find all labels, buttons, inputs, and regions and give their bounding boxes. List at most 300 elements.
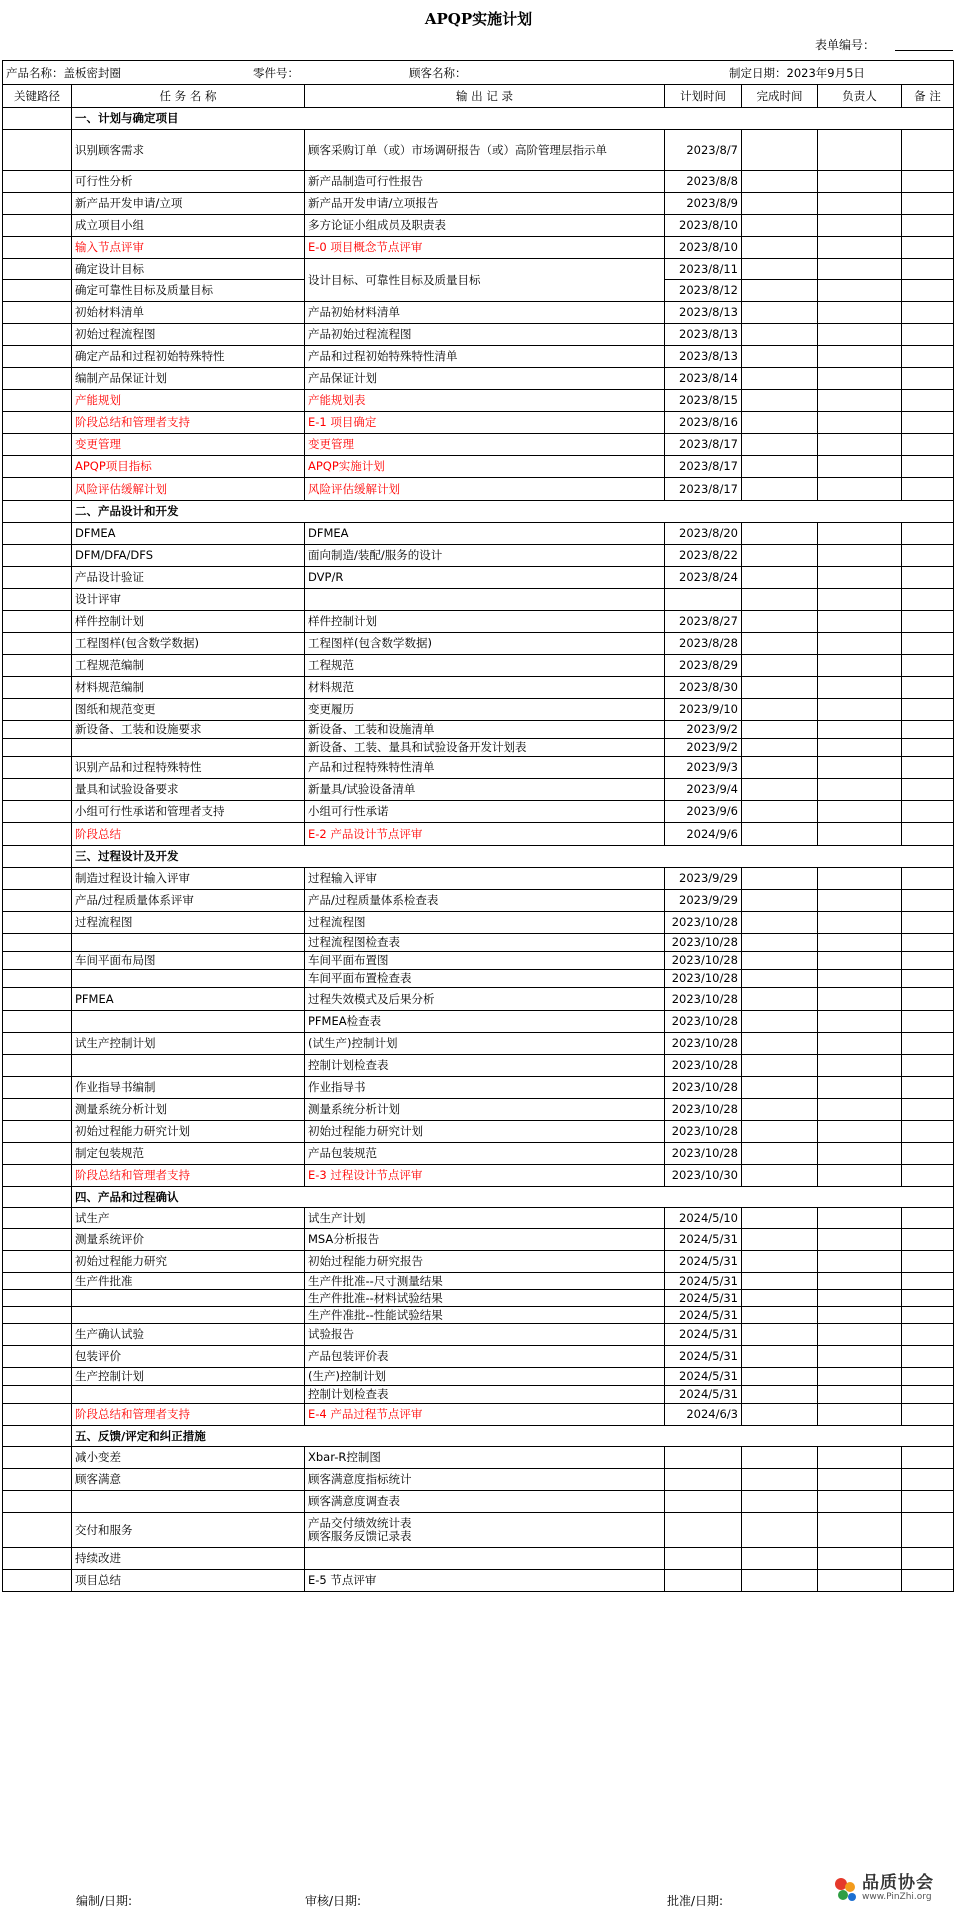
owner-cell [818, 1077, 902, 1099]
header-completed-time: 完成时间 [742, 85, 818, 108]
key-path-cell [3, 1469, 72, 1491]
planned-date-cell: 2023/9/2 [665, 721, 742, 739]
key-path-cell [3, 1307, 72, 1324]
task-name-cell [72, 1055, 305, 1077]
output-record-cell: 测量系统分析计划 [305, 1099, 665, 1121]
completed-date-cell [742, 633, 818, 655]
table-row [3, 868, 954, 890]
table-row [3, 478, 954, 501]
planned-date-cell: 2024/5/31 [665, 1368, 742, 1386]
table-row [3, 1033, 954, 1055]
planned-date-cell: 2024/6/3 [665, 1404, 742, 1426]
table-row [3, 1307, 954, 1324]
output-record-cell: 产品和过程初始特殊特性清单 [305, 346, 665, 368]
logo-mark-icon [832, 1874, 860, 1904]
remarks-cell [902, 655, 954, 677]
owner-cell [818, 171, 902, 193]
owner-cell [818, 1229, 902, 1251]
key-path-cell [3, 390, 72, 412]
table-row [3, 970, 954, 988]
remarks-cell [902, 677, 954, 699]
completed-date-cell [742, 1121, 818, 1143]
output-record-cell: 车间平面布置图 [305, 952, 665, 970]
planned-date-cell: 2023/9/6 [665, 801, 742, 823]
planned-date-cell [665, 1447, 742, 1469]
completed-date-cell [742, 890, 818, 912]
remarks-cell [902, 1290, 954, 1307]
task-name-cell: DFM/DFA/DFS [72, 545, 305, 567]
remarks-cell [902, 368, 954, 390]
planned-date-cell [665, 1548, 742, 1570]
table-row [3, 1077, 954, 1099]
key-path-cell [3, 1290, 72, 1307]
key-path-cell [3, 1346, 72, 1368]
output-record-cell: 生产件准批--性能试验结果 [305, 1307, 665, 1324]
completed-date-cell [742, 259, 818, 280]
completed-date-cell [742, 868, 818, 890]
planned-date-cell: 2024/9/6 [665, 823, 742, 846]
key-path-cell [3, 456, 72, 478]
completed-date-cell [742, 801, 818, 823]
table-row [3, 1570, 954, 1592]
task-name-cell: 制定包装规范 [72, 1143, 305, 1165]
planned-date-cell: 2023/8/13 [665, 302, 742, 324]
owner-cell [818, 523, 902, 545]
table-row [3, 1229, 954, 1251]
key-path-cell [3, 259, 72, 280]
remarks-cell [902, 739, 954, 757]
output-record-cell: 产能规划表 [305, 390, 665, 412]
planned-date-cell: 2024/5/31 [665, 1273, 742, 1290]
remarks-cell [902, 1491, 954, 1513]
remarks-cell [902, 193, 954, 215]
remarks-cell [902, 868, 954, 890]
key-path-cell [3, 130, 72, 171]
completed-date-cell [742, 988, 818, 1011]
key-path-cell [3, 193, 72, 215]
output-record-cell: DVP/R [305, 567, 665, 589]
owner-cell [818, 412, 902, 434]
remarks-cell [902, 478, 954, 501]
output-record-cell [305, 1548, 665, 1570]
remarks-cell [902, 456, 954, 478]
owner-cell [818, 130, 902, 171]
completed-date-cell [742, 324, 818, 346]
planned-date-cell: 2023/9/4 [665, 779, 742, 801]
table-row [3, 390, 954, 412]
table-row [3, 633, 954, 655]
remarks-cell [902, 611, 954, 633]
table-row [3, 368, 954, 390]
task-name-cell: 制造过程设计输入评审 [72, 868, 305, 890]
task-name-cell: 变更管理 [72, 434, 305, 456]
task-name-cell: 测量系统分析计划 [72, 1099, 305, 1121]
apqp-plan-table [2, 60, 954, 1592]
output-record-cell: Xbar-R控制图 [305, 1447, 665, 1469]
owner-cell [818, 567, 902, 589]
planned-date-cell: 2023/8/13 [665, 324, 742, 346]
task-name-cell: 识别产品和过程特殊特性 [72, 757, 305, 779]
owner-cell [818, 1099, 902, 1121]
task-name-cell [72, 1011, 305, 1033]
remarks-cell [902, 633, 954, 655]
table-row [3, 1447, 954, 1469]
task-name-cell [72, 934, 305, 952]
table-row [3, 721, 954, 739]
remarks-cell [902, 1273, 954, 1290]
output-record-cell: 新产品开发申请/立项报告 [305, 193, 665, 215]
task-name-cell: 量具和试验设备要求 [72, 779, 305, 801]
header-remarks: 备 注 [902, 85, 954, 108]
planned-date-cell: 2023/8/16 [665, 412, 742, 434]
planned-date-cell: 2023/10/28 [665, 934, 742, 952]
planned-date-cell: 2023/8/30 [665, 677, 742, 699]
output-record-cell: 新产品制造可行性报告 [305, 171, 665, 193]
table-row [3, 1404, 954, 1426]
completed-date-cell [742, 434, 818, 456]
output-record-cell: 产品/过程质量体系检查表 [305, 890, 665, 912]
table-row [3, 1055, 954, 1077]
owner-cell [818, 280, 902, 302]
form-number-blank [895, 50, 953, 51]
key-path-cell [3, 1491, 72, 1513]
table-row [3, 1121, 954, 1143]
output-record-cell: 变更履历 [305, 699, 665, 721]
remarks-cell [902, 779, 954, 801]
task-name-cell [72, 739, 305, 757]
planned-date-cell: 2023/8/9 [665, 193, 742, 215]
completed-date-cell [742, 699, 818, 721]
completed-date-cell [742, 1491, 818, 1513]
output-record-cell: 控制计划检查表 [305, 1386, 665, 1404]
completed-date-cell [742, 1229, 818, 1251]
task-name-cell: 生产件批准 [72, 1273, 305, 1290]
task-name-cell: 设计评审 [72, 589, 305, 611]
owner-cell [818, 478, 902, 501]
section-row [3, 1187, 954, 1208]
key-path-cell [3, 1273, 72, 1290]
completed-date-cell [742, 1548, 818, 1570]
remarks-cell [902, 823, 954, 846]
task-name-cell [72, 1491, 305, 1513]
table-row [3, 237, 954, 259]
task-name-cell: 成立项目小组 [72, 215, 305, 237]
table-row [3, 1011, 954, 1033]
key-path-cell [3, 567, 72, 589]
remarks-cell [902, 171, 954, 193]
key-path-cell [3, 1165, 72, 1187]
header-key-path: 关键路径 [3, 85, 72, 108]
key-path-cell [3, 237, 72, 259]
planned-date-cell: 2024/5/31 [665, 1307, 742, 1324]
planned-date-cell: 2023/9/10 [665, 699, 742, 721]
owner-cell [818, 545, 902, 567]
planned-date-cell: 2023/9/29 [665, 868, 742, 890]
section-title: 一、计划与确定项目 [72, 108, 954, 130]
output-record-cell: 顾客满意度指标统计 [305, 1469, 665, 1491]
remarks-cell [902, 589, 954, 611]
table-row [3, 171, 954, 193]
prepared-by-label: 编制/日期: [76, 1894, 133, 1908]
key-path-cell [3, 779, 72, 801]
owner-cell [818, 1324, 902, 1346]
output-record-cell: 材料规范 [305, 677, 665, 699]
output-record-cell: E-4 产品过程节点评审 [305, 1404, 665, 1426]
planned-date-cell: 2023/10/28 [665, 1011, 742, 1033]
key-path-cell [3, 346, 72, 368]
owner-cell [818, 1570, 902, 1592]
output-record-cell: E-2 产品设计节点评审 [305, 823, 665, 846]
table-row [3, 934, 954, 952]
remarks-cell [902, 1033, 954, 1055]
planned-date-cell: 2023/8/11 [665, 259, 742, 280]
key-path-cell [3, 1324, 72, 1346]
completed-date-cell [742, 171, 818, 193]
customer-name: 顾客名称： [409, 65, 467, 80]
completed-date-cell [742, 1404, 818, 1426]
table-row [3, 1290, 954, 1307]
remarks-cell [902, 1165, 954, 1187]
remarks-cell [902, 434, 954, 456]
remarks-cell [902, 1307, 954, 1324]
task-name-cell: 生产控制计划 [72, 1368, 305, 1386]
planned-date-cell: 2023/8/17 [665, 478, 742, 501]
task-name-cell: 编制产品保证计划 [72, 368, 305, 390]
task-name-cell: 输入节点评审 [72, 237, 305, 259]
owner-cell [818, 912, 902, 934]
table-row [3, 1208, 954, 1229]
output-record-cell: E-3 过程设计节点评审 [305, 1165, 665, 1187]
remarks-cell [902, 1346, 954, 1368]
planned-date-cell: 2024/5/31 [665, 1290, 742, 1307]
output-record-line: 顾客服务反馈记录表 [308, 1529, 412, 1543]
output-record-cell: 车间平面布置检查表 [305, 970, 665, 988]
key-path-cell [3, 368, 72, 390]
completed-date-cell [742, 193, 818, 215]
remarks-cell [902, 215, 954, 237]
task-name-cell: 确定可靠性目标及质量目标 [72, 280, 305, 302]
table-row [3, 589, 954, 611]
task-name-cell: 产品/过程质量体系评审 [72, 890, 305, 912]
owner-cell [818, 456, 902, 478]
header-row [3, 85, 954, 108]
owner-cell [818, 1513, 902, 1548]
owner-cell [818, 739, 902, 757]
table-row [3, 779, 954, 801]
remarks-cell [902, 1229, 954, 1251]
table-row [3, 739, 954, 757]
key-path-cell [3, 1121, 72, 1143]
owner-cell [818, 302, 902, 324]
task-name-cell: 小组可行性承诺和管理者支持 [72, 801, 305, 823]
remarks-cell [902, 699, 954, 721]
table-row [3, 434, 954, 456]
completed-date-cell [742, 1469, 818, 1491]
key-path-cell [3, 1143, 72, 1165]
task-name-cell: 材料规范编制 [72, 677, 305, 699]
task-name-cell: 图纸和规范变更 [72, 699, 305, 721]
completed-date-cell [742, 934, 818, 952]
remarks-cell [902, 1324, 954, 1346]
completed-date-cell [742, 757, 818, 779]
completed-date-cell [742, 970, 818, 988]
table-row [3, 699, 954, 721]
key-path-cell [3, 1251, 72, 1273]
planned-date-cell: 2023/10/28 [665, 1099, 742, 1121]
planned-date-cell: 2023/9/2 [665, 739, 742, 757]
owner-cell [818, 1404, 902, 1426]
task-name-cell: 新设备、工装和设施要求 [72, 721, 305, 739]
table-row [3, 130, 954, 171]
table-row [3, 1513, 954, 1548]
planned-date-cell: 2023/8/12 [665, 280, 742, 302]
output-record-cell: 生产件批准--尺寸测量结果 [305, 1273, 665, 1290]
completed-date-cell [742, 739, 818, 757]
completed-date-cell [742, 1055, 818, 1077]
task-name-cell: 新产品开发申请/立项 [72, 193, 305, 215]
task-name-cell: 生产确认试验 [72, 1324, 305, 1346]
planned-date-cell: 2023/10/28 [665, 1077, 742, 1099]
key-path-cell [3, 739, 72, 757]
task-name-cell: DFMEA [72, 523, 305, 545]
remarks-cell [902, 302, 954, 324]
section-title: 二、产品设计和开发 [72, 501, 954, 523]
output-record-cell: 顾客满意度调查表 [305, 1491, 665, 1513]
table-row [3, 456, 954, 478]
remarks-cell [902, 1251, 954, 1273]
output-record-cell: 产品和过程特殊特性清单 [305, 757, 665, 779]
owner-cell [818, 611, 902, 633]
table-row [3, 346, 954, 368]
output-record-cell: 产品初始材料清单 [305, 302, 665, 324]
owner-cell [818, 237, 902, 259]
output-record-cell: 过程流程图 [305, 912, 665, 934]
owner-cell [818, 1273, 902, 1290]
watermark-logo [832, 1868, 957, 1912]
task-name-cell [72, 1307, 305, 1324]
completed-date-cell [742, 655, 818, 677]
table-row [3, 523, 954, 545]
planned-date-cell: 2023/9/3 [665, 757, 742, 779]
output-record-cell [305, 1513, 665, 1548]
task-name-cell: 阶段总结和管理者支持 [72, 412, 305, 434]
remarks-cell [902, 567, 954, 589]
owner-cell [818, 721, 902, 739]
reviewed-by-label: 审核/日期: [305, 1894, 362, 1908]
completed-date-cell [742, 611, 818, 633]
completed-date-cell [742, 589, 818, 611]
planned-date-cell: 2023/8/10 [665, 237, 742, 259]
remarks-cell [902, 1404, 954, 1426]
planned-date-cell: 2024/5/31 [665, 1251, 742, 1273]
key-path-cell [3, 1229, 72, 1251]
key-path-cell [3, 801, 72, 823]
remarks-cell [902, 545, 954, 567]
task-name-cell: 初始过程能力研究计划 [72, 1121, 305, 1143]
key-path-cell [3, 589, 72, 611]
task-name-cell [72, 1386, 305, 1404]
remarks-cell [902, 801, 954, 823]
table-row [3, 890, 954, 912]
planned-date-cell: 2023/8/8 [665, 171, 742, 193]
key-path-cell [3, 324, 72, 346]
planned-date-cell [665, 1491, 742, 1513]
key-path-cell [3, 868, 72, 890]
completed-date-cell [742, 1143, 818, 1165]
owner-cell [818, 1251, 902, 1273]
output-record-cell: 产品初始过程流程图 [305, 324, 665, 346]
owner-cell [818, 633, 902, 655]
section-title: 五、反馈/评定和纠正措施 [72, 1426, 954, 1447]
remarks-cell [902, 1011, 954, 1033]
remarks-cell [902, 1208, 954, 1229]
output-record-cell: 初始过程能力研究计划 [305, 1121, 665, 1143]
completed-date-cell [742, 823, 818, 846]
output-record-cell: 工程图样(包含数学数据) [305, 633, 665, 655]
planned-date-cell: 2023/8/13 [665, 346, 742, 368]
key-path-cell [3, 1426, 72, 1447]
planned-date-cell: 2023/8/7 [665, 130, 742, 171]
planned-date-cell: 2023/8/29 [665, 655, 742, 677]
key-path-cell [3, 1570, 72, 1592]
owner-cell [818, 368, 902, 390]
task-name-cell: 作业指导书编制 [72, 1077, 305, 1099]
task-name-cell: 确定设计目标 [72, 259, 305, 280]
key-path-cell [3, 171, 72, 193]
task-name-cell: 样件控制计划 [72, 611, 305, 633]
output-record-line: 产品交付绩效统计表 [308, 1516, 412, 1530]
key-path-cell [3, 434, 72, 456]
completed-date-cell [742, 215, 818, 237]
completed-date-cell [742, 677, 818, 699]
task-name-cell: 工程图样(包含数学数据) [72, 633, 305, 655]
key-path-cell [3, 655, 72, 677]
output-record-cell: 过程失效模式及后果分析 [305, 988, 665, 1011]
table-row [3, 545, 954, 567]
key-path-cell [3, 934, 72, 952]
completed-date-cell [742, 237, 818, 259]
key-path-cell [3, 1386, 72, 1404]
completed-date-cell [742, 1099, 818, 1121]
owner-cell [818, 1011, 902, 1033]
completed-date-cell [742, 1346, 818, 1368]
key-path-cell [3, 412, 72, 434]
output-record-cell: 生产件批准--材料试验结果 [305, 1290, 665, 1307]
owner-cell [818, 677, 902, 699]
remarks-cell [902, 1469, 954, 1491]
owner-cell [818, 934, 902, 952]
output-record-cell: 产品保证计划 [305, 368, 665, 390]
header-output-record: 输 出 记 录 [305, 85, 665, 108]
output-record-cell: 过程流程图检查表 [305, 934, 665, 952]
output-record-cell: (生产)控制计划 [305, 1368, 665, 1386]
remarks-cell [902, 1121, 954, 1143]
table-row [3, 302, 954, 324]
task-name-cell: 阶段总结 [72, 823, 305, 846]
key-path-cell [3, 108, 72, 130]
document-title: APQP实施计划 [424, 10, 533, 28]
header-task-name: 任 务 名 称 [72, 85, 305, 108]
key-path-cell [3, 280, 72, 302]
table-row [3, 1099, 954, 1121]
key-path-cell [3, 1055, 72, 1077]
table-row [3, 215, 954, 237]
header-planned-time: 计划时间 [665, 85, 742, 108]
table-row [3, 1469, 954, 1491]
output-record-cell: 控制计划检查表 [305, 1055, 665, 1077]
remarks-cell [902, 952, 954, 970]
planned-date-cell: 2024/5/10 [665, 1208, 742, 1229]
